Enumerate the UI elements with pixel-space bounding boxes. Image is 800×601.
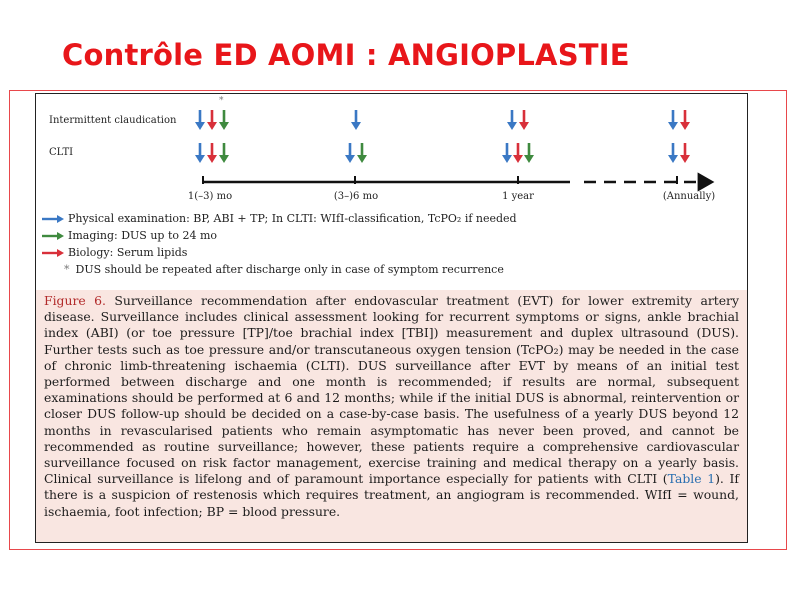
legend-dus-note [64, 263, 504, 276]
table-1-link[interactable]: Table 1 [667, 471, 716, 487]
legend-red-arrow [42, 249, 64, 257]
figure-label: Figure 6. [44, 293, 106, 308]
clti-blue-arrow-2 [345, 143, 355, 163]
row-label-clti: CLTI [49, 147, 74, 158]
ic-blue-arrow-1 [195, 110, 205, 130]
caption-text-part1: Surveillance recommendation after endovascular treatment (EVT) for lower extremity artery disease. Surveillance includes clinical assessment looking for recurrent symptoms or signs, ankle brachial index (ABI) (or toe pressure [TP]/toe brachial index [TBI]) measurement and duplex ultrasound (DUS). Further tests such as toe pressure and/or transcutaneous oxygen tension (TcPO₂) may be needed in the case of chronic limb-threatening ischaemia (CLTI). DUS surveillance after EVT by means of an initial test performed between discharge and one month is recommended; if results are normal, subsequent examinations should be performed at 6 and 12 months; while if the initial DUS is abnormal, reintervention or closer DUS follow-up should be decided on a case-by-case basis. The usefulness of a yearly DUS beyond 12 months in revascularised patients who remain asymptomatic has never been proved, and cannot be recommended as routine surveillance; however, these patients require a comprehensive cardiovascular surveillance focused on risk factor management, exercise training and medical therapy on a yearly basis. Clinical surveillance is lifelong and of paramount importance especially for patients with CLTI ( [44, 293, 739, 487]
tick-label-1-year: 1 year [502, 191, 534, 202]
ic-blue-arrow-2 [351, 110, 361, 130]
clti-blue-arrow-1 [195, 143, 205, 163]
note-star-marker: * [64, 263, 70, 276]
legend-biology: Biology: Serum lipids [68, 246, 188, 259]
clti-red-arrow-4 [680, 143, 690, 163]
clti-blue-arrow-3 [502, 143, 512, 163]
clti-green-arrow-2 [357, 143, 367, 163]
row-label-intermittent-claudication: Intermittent claudication [49, 115, 177, 126]
legend-blue-arrow [42, 215, 64, 223]
ic-red-arrow-4 [680, 110, 690, 130]
tick-label-annually: (Annually) [662, 191, 716, 202]
clti-red-arrow-1 [207, 143, 217, 163]
clti-green-arrow-3 [524, 143, 534, 163]
dus-star-marker: * [219, 96, 224, 106]
ic-blue-arrow-3 [507, 110, 517, 130]
ic-blue-arrow-4 [668, 110, 678, 130]
ic-red-arrow-1 [207, 110, 217, 130]
legend-green-arrow [42, 232, 64, 240]
tick-label-3-6-mo: (3–)6 mo [333, 191, 379, 202]
legend-dus-note-text: DUS should be repeated after discharge only in case of symptom recurrence [75, 263, 504, 276]
figure-caption [36, 290, 747, 542]
ic-red-arrow-3 [519, 110, 529, 130]
clti-blue-arrow-4 [668, 143, 678, 163]
tick-label-1-3-mo: 1(–3) mo [187, 191, 233, 202]
legend-physical-examination: Physical examination: BP, ABI + TP; In CLTI: WIfI-classification, TcPO₂ if needed [68, 212, 517, 225]
slide-title: Contrôle ED AOMI : ANGIOPLASTIE [62, 38, 630, 72]
caption-text-part2: ). If there is a suspicion of restenosis which requires treatment, an angiogram is recommended. WIfI = wound, ischaemia, foot infection; BP = blood pressure. [44, 471, 739, 519]
clti-green-arrow-1 [219, 143, 229, 163]
clti-red-arrow-3 [513, 143, 523, 163]
legend-imaging: Imaging: DUS up to 24 mo [68, 229, 218, 242]
ic-green-arrow-1 [219, 110, 229, 130]
